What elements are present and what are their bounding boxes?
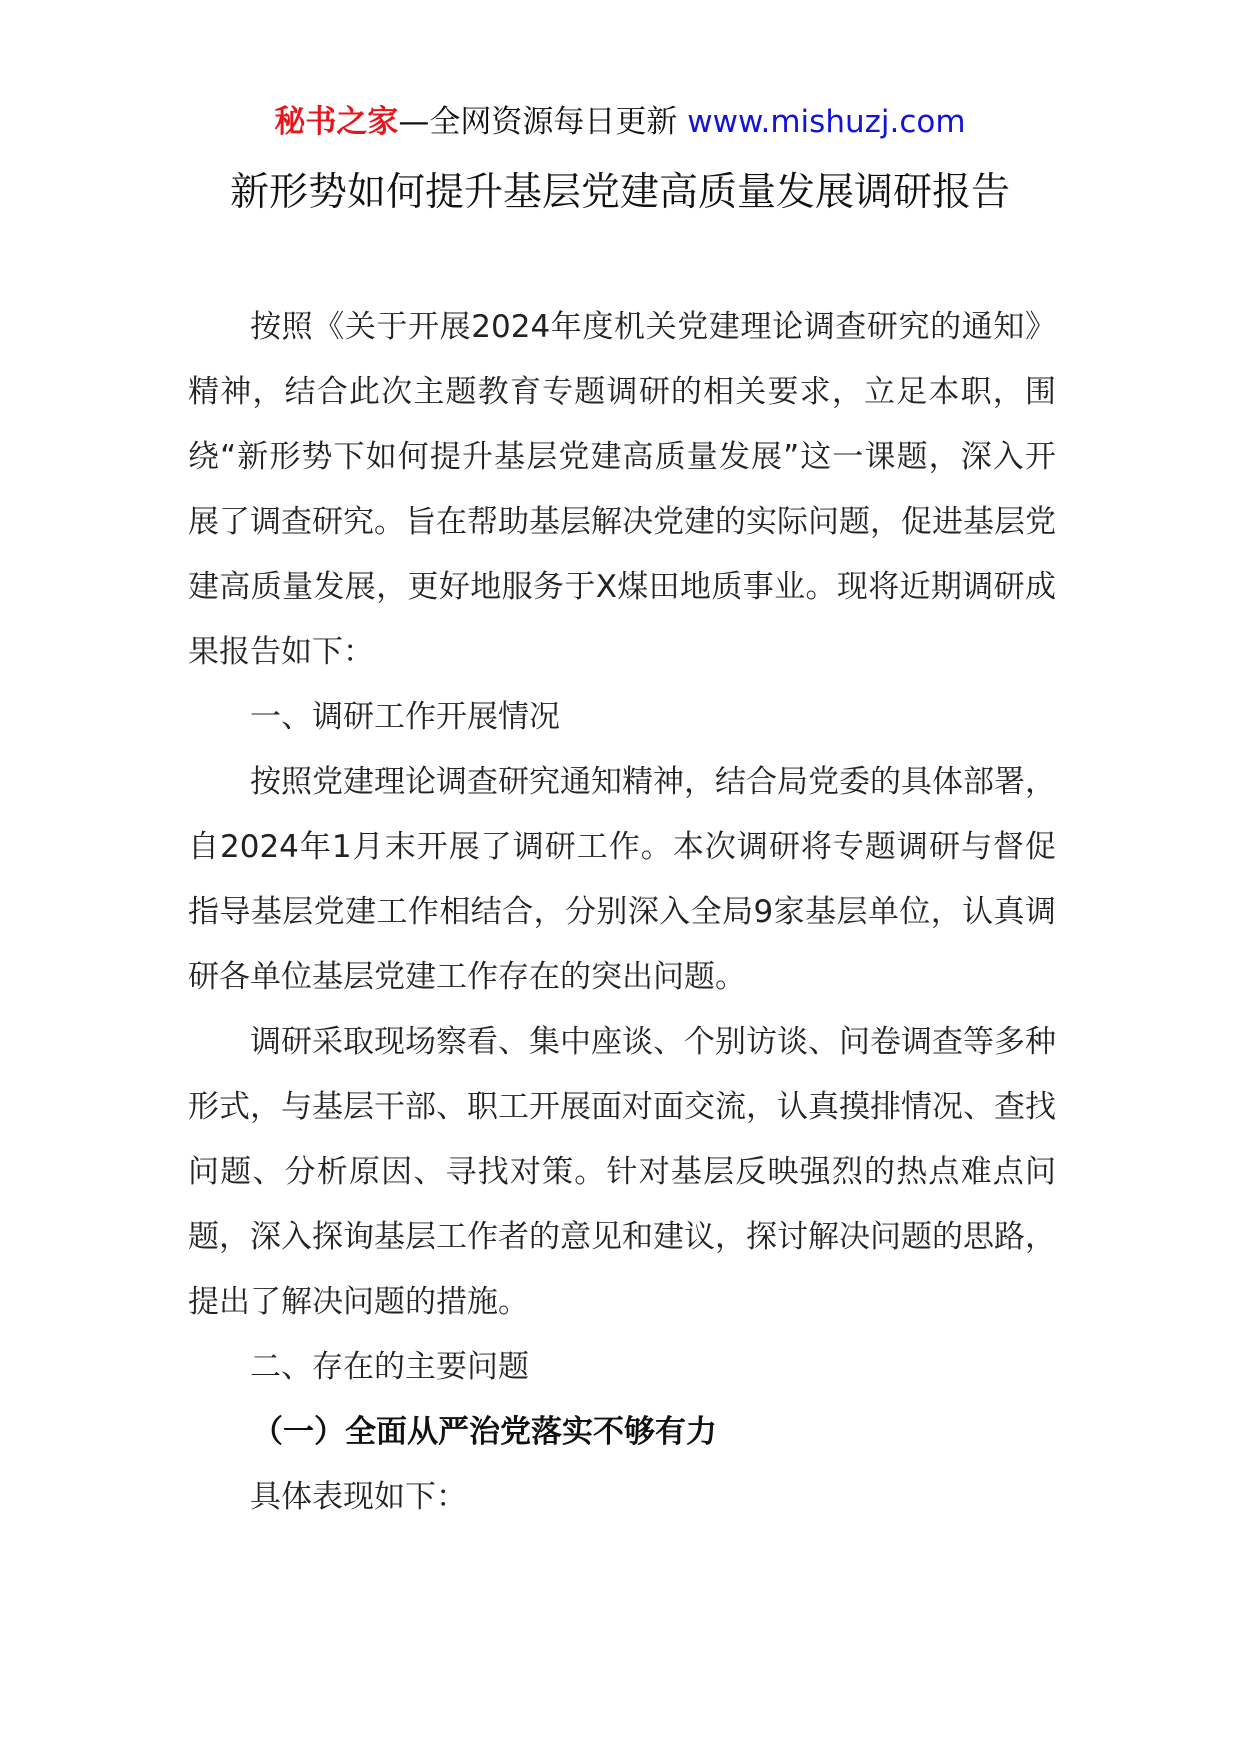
- site-header: [0, 100, 1240, 144]
- section-1-paragraph-2: 调研采取现场察看、集中座谈、个别访谈、问卷调查等多种形式，与基层干部、职工开展面对面交流，认真摸排情况、查找问题、分析原因、寻找对策。针对基层反映强烈的热点难点问题，深入探询基层工作者的意见和建议，探讨解决问题的思路，提出了解决问题的措施。: [188, 1024, 1056, 1320]
- document-body: [188, 295, 1056, 1530]
- site-brand: 秘书之家: [274, 104, 399, 140]
- document-title: 新形势如何提升基层党建高质量发展调研报告: [229, 170, 1010, 215]
- section-1-heading: 一、调研工作开展情况: [250, 699, 560, 735]
- site-slogan: —全网资源每日更新: [398, 104, 688, 140]
- section-2-heading: 二、存在的主要问题: [250, 1349, 529, 1385]
- section-2-lead-text: 具体表现如下：: [250, 1479, 467, 1515]
- intro-paragraph: 按照《关于开展2024年度机关党建理论调查研究的通知》精神，结合此次主题教育专题调研的相关要求，立足本职，围绕“新形势下如何提升基层党建高质量发展”这一课题，深入开展了调查研究。旨在帮助基层解决党建的实际问题，促进基层党建高质量发展，更好地服务于X煤田地质事业。现将近期调研成果报告如下：: [188, 309, 1056, 670]
- site-url[interactable]: www.mishuzj.com: [687, 104, 966, 140]
- section-1-paragraph-1: 按照党建理论调查研究通知精神，结合局党委的具体部署，自2024年1月末开展了调研工作。本次调研将专题调研与督促指导基层党建工作相结合，分别深入全局9家基层单位，认真调研各单位基层党建工作存在的突出问题。: [188, 764, 1056, 995]
- section-2-subheading-1: （一）全面从严治党落实不够有力: [252, 1414, 717, 1450]
